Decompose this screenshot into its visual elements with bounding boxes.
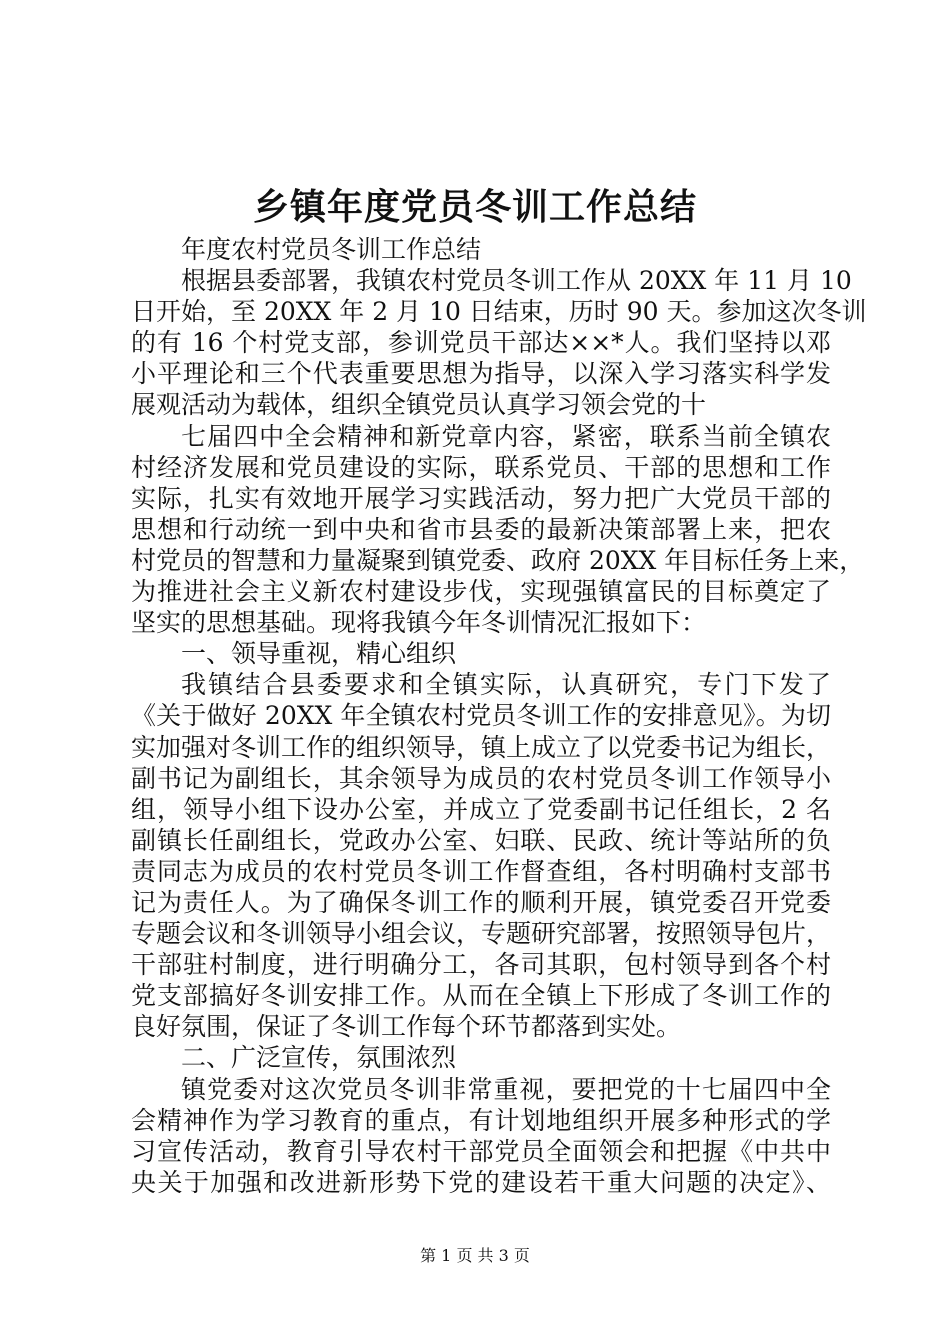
text-line: 组，领导小组下设办公室，并成立了党委副书记任组长，2 名 xyxy=(131,794,831,824)
text-line: 七届四中全会精神和新党章内容，紧密，联系当前全镇农 xyxy=(181,421,831,451)
text-line: 的有 16 个村党支部，参训党员干部达××*人。我们坚持以邓 xyxy=(131,328,831,358)
text-line: 央关于加强和改进新形势下党的建设若干重大问题的决定》、 xyxy=(131,1167,831,1197)
text-line: 我镇结合县委要求和全镇实际，认真研究，专门下发了 xyxy=(181,670,831,700)
document-title: 乡镇年度党员冬训工作总结 xyxy=(252,187,697,228)
text-line: 年度农村党员冬训工作总结 xyxy=(181,235,482,264)
text-line: 思想和行动统一到中央和省市县委的最新决策部署上来，把农 xyxy=(131,514,831,544)
page-footer: 第 1 页 共 3 页 xyxy=(420,1246,530,1265)
text-line: 为推进社会主义新农村建设步伐，实现强镇富民的目标奠定了 xyxy=(131,577,831,607)
text-line: 副镇长任副组长，党政办公室、妇联、民政、统计等站所的负 xyxy=(131,825,831,855)
text-line: 村经济发展和党员建设的实际，联系党员、干部的思想和工作 xyxy=(131,452,831,482)
text-line: 日开始，至 20XX 年 2 月 10 日结束，历时 90 天。参加这次冬训 xyxy=(131,297,867,327)
text-line: 小平理论和三个代表重要思想为指导，以深入学习落实科学发 xyxy=(131,359,831,389)
text-line: 坚实的思想基础。现将我镇今年冬训情况汇报如下： xyxy=(131,608,707,638)
text-line: 干部驻村制度，进行明确分工，各司其职，包村领导到各个村 xyxy=(131,950,831,980)
text-line: 专题会议和冬训领导小组会议，专题研究部署，按照领导包片， xyxy=(131,919,832,949)
text-line: 展观活动为载体，组织全镇党员认真学习领会党的十 xyxy=(131,390,707,420)
text-line: 党支部搞好冬训安排工作。从而在全镇上下形成了冬训工作的 xyxy=(131,981,831,1011)
text-line: 良好氛围，保证了冬训工作每个环节都落到实处。 xyxy=(131,1012,682,1042)
text-line: 二、广泛宣传，氛围浓烈 xyxy=(181,1043,457,1073)
text-line: 习宣传活动，教育引导农村干部党员全面领会和把握《中共中 xyxy=(131,1136,831,1166)
document-body xyxy=(131,234,867,1198)
text-line: 《关于做好 20XX 年全镇农村党员冬训工作的安排意见》。为切 xyxy=(131,701,831,731)
text-line: 会精神作为学习教育的重点，有计划地组织开展多种形式的学 xyxy=(131,1105,831,1135)
text-line: 记为责任人。为了确保冬训工作的顺利开展，镇党委召开党委 xyxy=(131,887,831,917)
text-line: 责同志为成员的农村党员冬训工作督查组，各村明确村支部书 xyxy=(131,856,831,886)
text-line: 实加强对冬训工作的组织领导，镇上成立了以党委书记为组长， xyxy=(131,732,832,762)
text-line: 根据县委部署，我镇农村党员冬训工作从 20XX 年 11 月 10 xyxy=(181,266,852,296)
text-line: 实际，扎实有效地开展学习实践活动，努力把广大党员干部的 xyxy=(131,483,831,513)
text-line: 副书记为副组长，其余领导为成员的农村党员冬训工作领导小 xyxy=(131,763,831,793)
text-line: 村党员的智慧和力量凝聚到镇党委、政府 20XX 年目标任务上来， xyxy=(131,545,865,575)
text-line: 镇党委对这次党员冬训非常重视，要把党的十七届四中全 xyxy=(181,1074,831,1104)
text-line: 一、领导重视，精心组织 xyxy=(181,639,457,669)
